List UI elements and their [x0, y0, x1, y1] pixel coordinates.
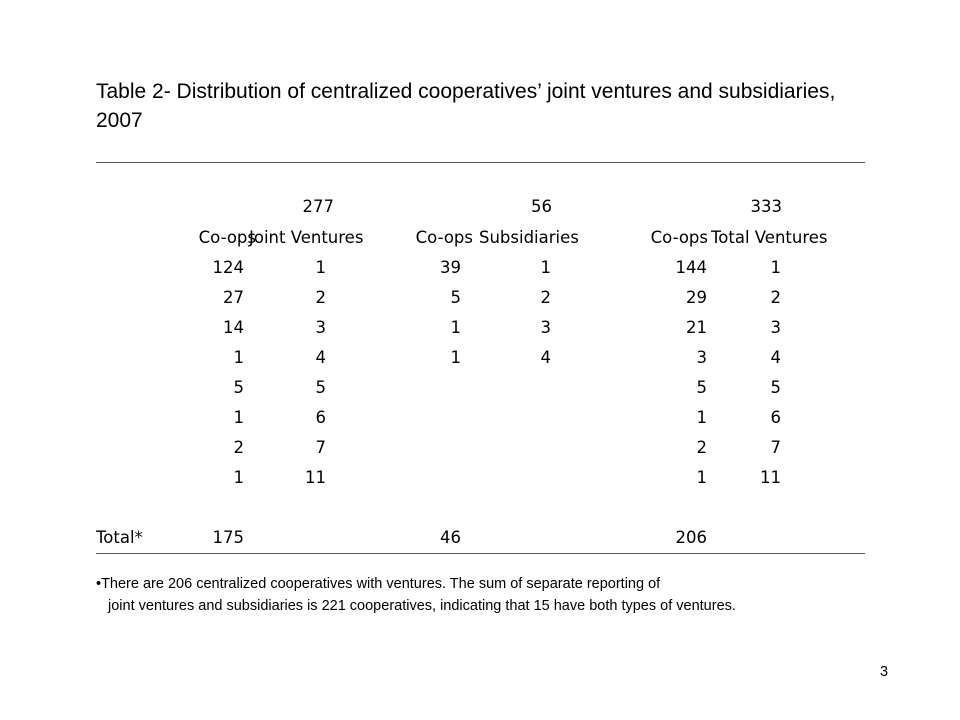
cell-coops-jv: 2 [233, 438, 244, 457]
table-bottom-rule [96, 553, 865, 554]
totals-coops-total: 206 [675, 528, 707, 547]
cell-total-ventures: 5 [770, 378, 781, 397]
cell-total-ventures: 4 [770, 348, 781, 367]
cell-coops-jv: 5 [233, 378, 244, 397]
cell-coops-jv: 1 [233, 348, 244, 367]
slide-title: Table 2- Distribution of centralized cooperatives’ joint ventures and subsidiaries, 2007 [96, 80, 836, 132]
column-header-coops-total: Co-ops [650, 228, 708, 247]
cell-coops-sub [361, 403, 461, 433]
cell-joint-ventures: 3 [315, 318, 326, 337]
cell-subsidiaries: 4 [540, 348, 551, 367]
cell-joint-ventures: 7 [315, 438, 326, 457]
cell-joint-ventures: 6 [315, 408, 326, 427]
cell-coops-jv: 1 [233, 408, 244, 427]
cell-subsidiaries: 3 [540, 318, 551, 337]
cell-joint-ventures: 4 [315, 348, 326, 367]
cell-total-ventures: 7 [770, 438, 781, 457]
cell-coops-jv: 27 [223, 288, 244, 307]
cell-joint-ventures: 11 [305, 468, 326, 487]
cell-total-ventures: 1 [770, 258, 781, 277]
column-header-coops-jv: Co-ops [198, 228, 256, 247]
cell-coops-sub: 1 [450, 348, 461, 367]
cell-coops-jv: 124 [212, 258, 244, 277]
cell-coops-total: 1 [696, 468, 707, 487]
totals-coops-jv: 175 [212, 528, 244, 547]
cell-joint-ventures: 1 [315, 258, 326, 277]
cell-subsidiaries [451, 373, 551, 403]
distribution-table [96, 192, 865, 552]
cell-subsidiaries [451, 433, 551, 463]
cell-total-ventures: 11 [760, 468, 781, 487]
cell-subsidiaries [451, 403, 551, 433]
cell-coops-sub [361, 433, 461, 463]
cell-coops-jv: 1 [233, 468, 244, 487]
column-header-joint-ventures: Joint Ventures [249, 228, 364, 247]
cell-coops-sub: 1 [450, 318, 461, 337]
cell-coops-total: 29 [686, 288, 707, 307]
cell-coops-sub [361, 373, 461, 403]
table-footnote [96, 573, 936, 617]
column-header-total-ventures: Total Ventures [711, 228, 828, 247]
cell-coops-sub [361, 463, 461, 493]
table-top-rule [96, 162, 865, 163]
cell-subsidiaries: 1 [540, 258, 551, 277]
column-header-subsidiaries: Subsidiaries [479, 228, 579, 247]
group-header-joint-ventures: 277 [302, 197, 334, 216]
cell-coops-sub: 5 [450, 288, 461, 307]
totals-label: Total* [96, 528, 143, 547]
cell-coops-jv: 14 [223, 318, 244, 337]
cell-subsidiaries [451, 463, 551, 493]
cell-coops-total: 5 [696, 378, 707, 397]
cell-coops-sub: 39 [440, 258, 461, 277]
cell-total-ventures: 3 [770, 318, 781, 337]
column-header-coops-sub: Co-ops [415, 228, 473, 247]
cell-subsidiaries: 2 [540, 288, 551, 307]
cell-joint-ventures: 5 [315, 378, 326, 397]
cell-coops-total: 1 [696, 408, 707, 427]
group-header-total-ventures: 333 [750, 197, 782, 216]
cell-joint-ventures: 2 [315, 288, 326, 307]
cell-coops-total: 3 [696, 348, 707, 367]
cell-total-ventures: 2 [770, 288, 781, 307]
totals-coops-sub: 46 [440, 528, 461, 547]
footnote-line-2: joint ventures and subsidiaries is 221 cooperatives, indicating that 15 have both types of ventures. [108, 598, 736, 614]
page-number: 3 [880, 664, 889, 680]
cell-coops-total: 2 [696, 438, 707, 457]
group-header-subsidiaries: 56 [531, 197, 552, 216]
cell-total-ventures: 6 [770, 408, 781, 427]
cell-coops-total: 21 [686, 318, 707, 337]
footnote-line-1: •There are 206 centralized cooperatives with ventures. The sum of separate reporting of [96, 576, 661, 592]
cell-coops-total: 144 [675, 258, 707, 277]
